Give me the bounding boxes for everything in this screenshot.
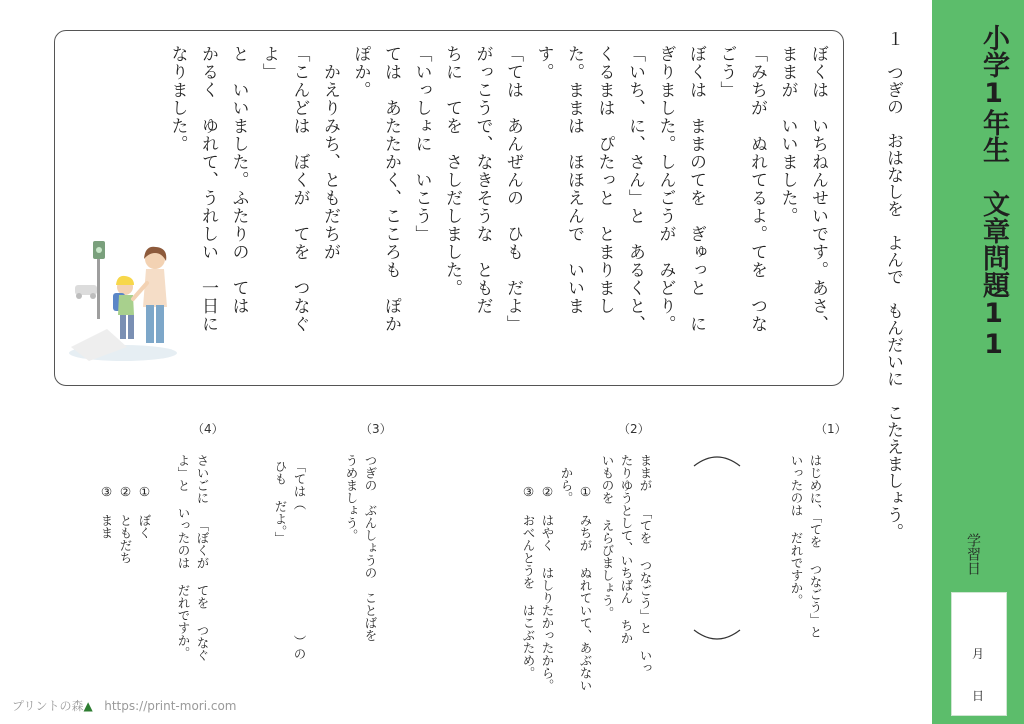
- page-title: 小学1年生 文章問題11: [978, 24, 1009, 360]
- question-2-choice-1[interactable]: ① みちが ぬれていて、あぶない から。: [559, 466, 593, 692]
- story-line: ちに てを さしだしました。: [442, 45, 462, 297]
- day-label: 日: [972, 689, 985, 703]
- story-line: かるく ゆれて、うれしい 一日に: [198, 45, 218, 333]
- question-1-text: はじめに、「てを つなごう」と いったのは だれですか。: [789, 454, 823, 638]
- question-1-number: （1）: [815, 422, 847, 436]
- instruction: １ つぎの おはなしを よんで もんだいに こたえましょう。: [883, 30, 903, 540]
- question-3-number: （3）: [360, 422, 392, 436]
- question-2-number: （2）: [618, 422, 650, 436]
- story-line: かえりみち、ともだちが: [320, 45, 340, 261]
- story-line: よ」: [259, 45, 279, 81]
- story-line: す。: [533, 45, 554, 81]
- question-4-choice-3[interactable]: ③ まま: [99, 484, 114, 539]
- question-4-choices: [97, 454, 173, 564]
- story-line: 「こんどは ぼくが てを つなぐ: [289, 45, 310, 333]
- mother-child-crossing-illustration: [67, 239, 179, 363]
- question-2-text: ままが 「てを つなごう」と いっ たりゆうとして、いちばん ちか いものを えらびましょう。: [600, 454, 653, 674]
- story-line: と いいました。ふたりの ては: [228, 45, 249, 315]
- question-3-fill-blank[interactable]: 「ては（ ）の ひも だよ。」: [273, 460, 307, 660]
- story-line: 「ては あんぜんの ひも だよ」: [503, 45, 523, 333]
- answer-bracket-top: [692, 450, 742, 468]
- month-label: 月: [972, 647, 985, 661]
- question-4-number: （4）: [192, 422, 224, 436]
- question-2-choice-2[interactable]: ② はやく はしりたかったから。: [540, 484, 555, 692]
- date-box[interactable]: [951, 592, 1007, 716]
- story-line: 「いち、に、さん」と あるくと、: [625, 45, 645, 333]
- date-label: 学習日: [965, 533, 981, 575]
- story-line: がっこうで、なきそうな ともだ: [472, 45, 493, 315]
- question-4-choice-1[interactable]: ① ぼく: [137, 484, 152, 539]
- question-3-text: つぎの ぶんしょうの ことばを うめましょう。: [344, 454, 378, 642]
- story-line: ぼくは ままのてを ぎゅっと に: [686, 45, 706, 333]
- story-line: ては あたたかく、こころも ぽか: [381, 45, 401, 333]
- story-line: ぽか。: [350, 45, 371, 99]
- story-line: ぼくは いちねんせいです。あさ、: [808, 45, 828, 333]
- story-line: 「みちが ぬれてるよ。てを つな: [747, 45, 767, 333]
- story-line: ままが いいました。: [777, 45, 798, 225]
- footer-url[interactable]: https://print-mori.com: [104, 699, 237, 713]
- story-line: 「いっしょに いこう」: [411, 45, 432, 243]
- footer: [12, 697, 237, 714]
- story-line: ぎりました。しんごうが みどり。: [655, 45, 676, 333]
- question-2-choices: [519, 454, 614, 692]
- question-4-text: さいごに 「ぼくが てを つなぐ よ」と いったのは だれですか。: [176, 454, 210, 662]
- answer-bracket-bottom: [692, 628, 742, 646]
- question-2-choice-3[interactable]: ③ おべんとうを はこぶため。: [521, 484, 536, 679]
- answer-1-area[interactable]: [695, 470, 741, 628]
- tree-icon: ▲: [83, 699, 93, 713]
- story-box: [54, 30, 844, 386]
- story-line: くるまは ぴたっと とまりまし: [594, 45, 615, 315]
- question-4-choice-2[interactable]: ② ともだち: [118, 484, 133, 564]
- story-text: [162, 45, 833, 375]
- story-line: た。ままは ほほえんで いいま: [564, 45, 584, 315]
- footer-brand: プリントの森: [12, 699, 84, 713]
- story-line: なりました。: [167, 45, 188, 153]
- story-line: ごう」: [716, 45, 737, 99]
